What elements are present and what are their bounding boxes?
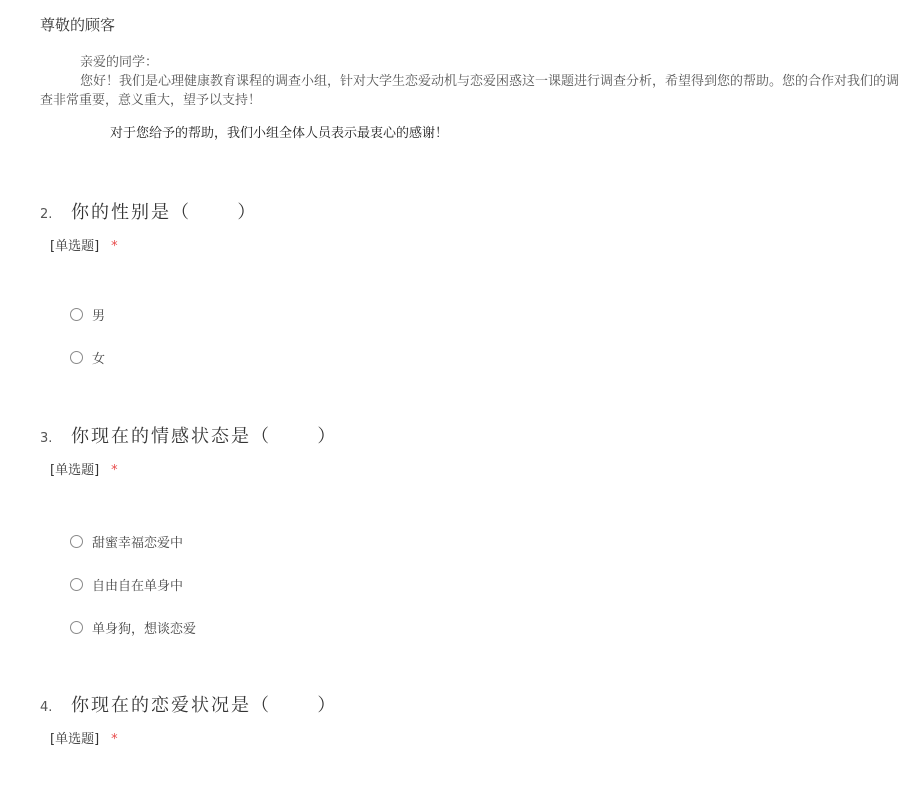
radio-button[interactable] bbox=[70, 578, 83, 591]
required-asterisk: * bbox=[111, 463, 118, 478]
radio-button[interactable] bbox=[70, 308, 83, 321]
question-header bbox=[40, 198, 880, 222]
option-label: 单身狗，想谈恋爱 bbox=[92, 621, 197, 637]
option-label: 甜蜜幸福恋爱中 bbox=[92, 535, 184, 551]
radio-button[interactable] bbox=[70, 351, 83, 364]
question-type-label: [单选题] bbox=[50, 732, 100, 747]
page-greeting: 尊敬的顾客 bbox=[40, 16, 116, 34]
question-number: 4. bbox=[40, 700, 53, 715]
question-number: 3. bbox=[40, 431, 53, 446]
option-single-free[interactable] bbox=[70, 574, 183, 594]
question-type-label: [单选题] bbox=[50, 239, 100, 254]
intro-thanks: 对于您给予的帮助，我们小组全体人员表示最衷心的感谢！ bbox=[110, 126, 449, 141]
question-relationship-status bbox=[40, 422, 880, 637]
option-single-wanting[interactable] bbox=[70, 617, 196, 637]
required-asterisk: * bbox=[111, 732, 118, 747]
intro-body: 您好！我们是心理健康教育课程的调查小组，针对大学生恋爱动机与恋爱困惑这一课题进行调查分析，希望得到您的帮助。您的合作对我们的调查非常重要，意义重大，望予以支持！ bbox=[40, 74, 900, 108]
question-title: 你现在的恋爱状况是（ ） bbox=[71, 695, 338, 716]
radio-button[interactable] bbox=[70, 535, 83, 548]
option-in-love[interactable] bbox=[70, 531, 183, 551]
question-meta bbox=[50, 235, 880, 253]
question-title: 你现在的情感状态是（ ） bbox=[71, 426, 338, 447]
question-gender bbox=[40, 198, 880, 367]
question-relationship-situation bbox=[40, 691, 880, 746]
question-meta bbox=[50, 728, 880, 746]
question-meta bbox=[50, 459, 880, 477]
intro-salutation: 亲爱的同学： bbox=[80, 55, 159, 70]
question-header bbox=[40, 691, 880, 715]
intro-block bbox=[40, 53, 900, 110]
option-label: 自由自在单身中 bbox=[92, 578, 184, 594]
question-title: 你的性别是（ ） bbox=[71, 202, 258, 223]
required-asterisk: * bbox=[111, 239, 118, 254]
option-female[interactable] bbox=[70, 347, 105, 367]
radio-button[interactable] bbox=[70, 621, 83, 634]
option-male[interactable] bbox=[70, 304, 105, 324]
question-header bbox=[40, 422, 880, 446]
question-number: 2. bbox=[40, 207, 53, 222]
option-label: 女 bbox=[92, 351, 106, 367]
option-label: 男 bbox=[92, 308, 106, 324]
question-type-label: [单选题] bbox=[50, 463, 100, 478]
